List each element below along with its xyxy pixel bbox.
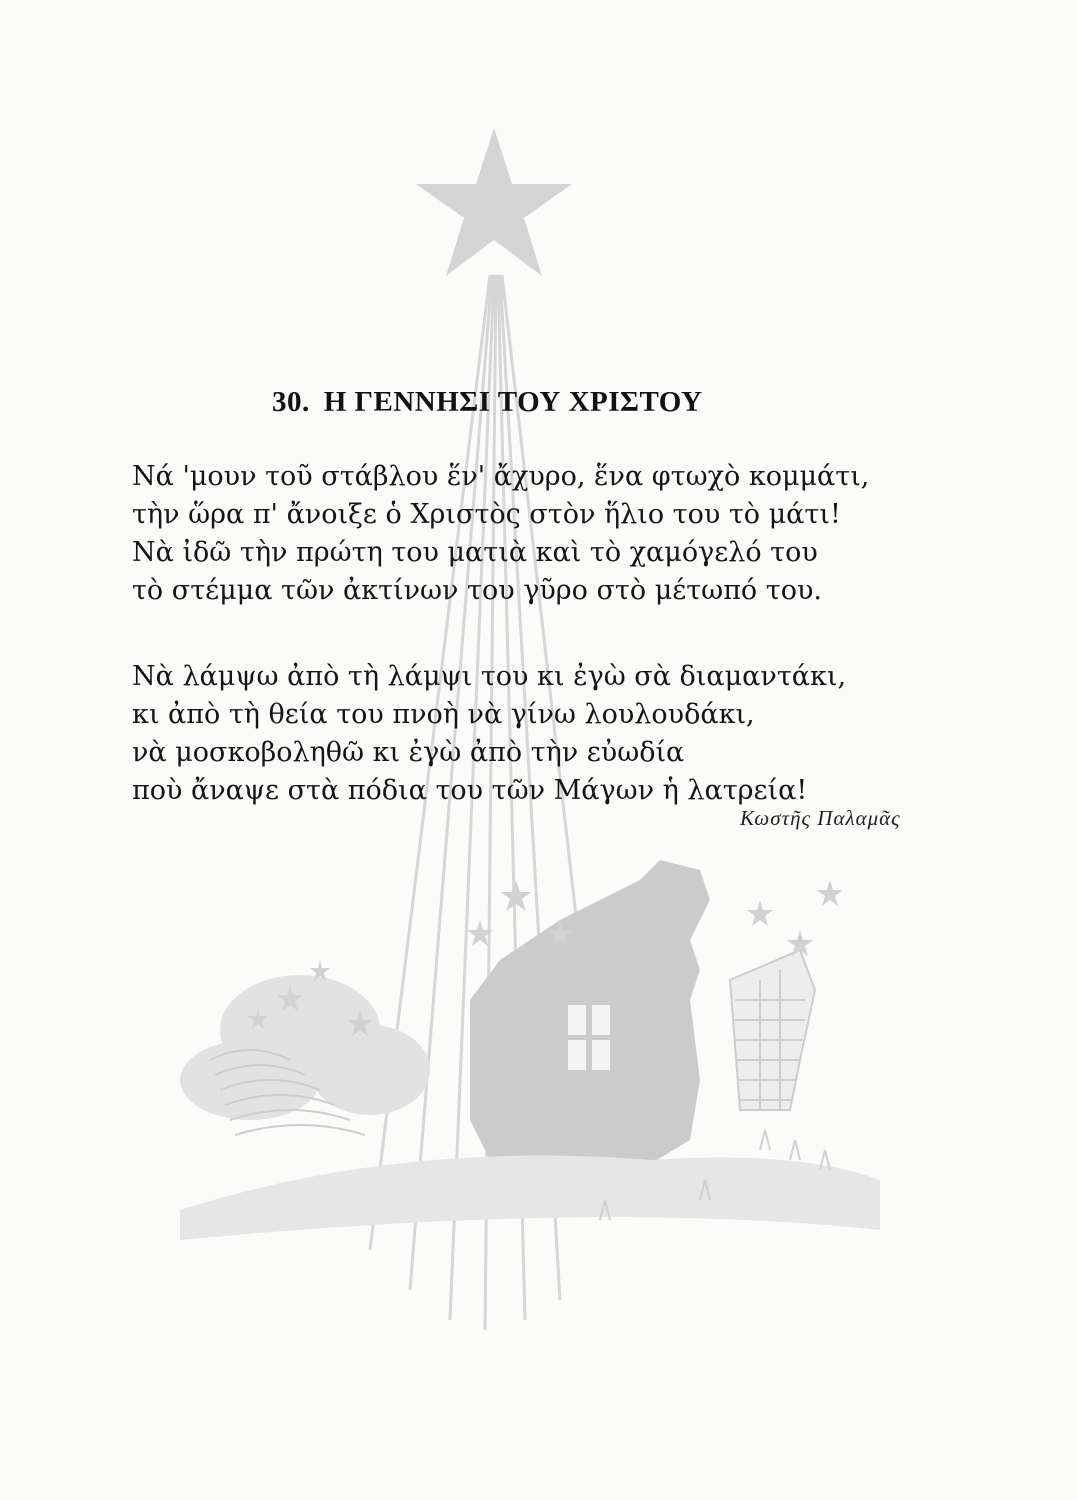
stable-house-illustration <box>470 860 710 1170</box>
ground <box>180 1156 880 1240</box>
verse-line: ποὺ ἄναψε στὰ πόδια του τῶν Μάγων ἡ λατρεία! <box>132 775 808 806</box>
author-signature: Κωστῆς Παλαμᾶς <box>740 806 901 830</box>
verse-line: κι ἀπὸ τὴ θεία του πνοὴ νὰ γίνω λουλουδάκι, <box>132 699 755 730</box>
brick-wall <box>730 950 815 1110</box>
verse-line: νὰ μοσκοβοληθῶ κι ἐγὼ ἀπὸ τὴν εὐωδία <box>132 737 685 768</box>
verse-line: τὸ στέμμα τῶν ἀκτίνων του γῦρο στὸ μέτωπό του. <box>132 575 822 606</box>
verse-line: Νά 'μουν τοῦ στάβλου ἕν' ἄχυρο, ἕνα φτωχὸ κομμάτι, <box>132 461 870 492</box>
clouds <box>180 975 430 1120</box>
poem-title-text: Η ΓΕΝΝΗΣΙ ΤΟΥ ΧΡΙΣΤΟΥ <box>323 386 703 418</box>
verse-line: τὴν ὥρα π' ἄνοιξε ὁ Χριστὸς στὸν ἥλιο του τὸ μάτι! <box>132 499 841 530</box>
verse-line: Νὰ λάμψω ἀπὸ τὴ λάμψι του κι ἐγὼ σὰ διαμαντάκι, <box>132 661 847 692</box>
poem-title <box>272 386 703 419</box>
stanza-1 <box>132 458 869 610</box>
poem-number: 30. <box>272 386 310 418</box>
star-icon <box>416 128 572 276</box>
stanza-2 <box>132 658 846 810</box>
verse-line: Νὰ ἰδῶ τὴν πρώτη του ματιὰ καὶ τὸ χαμόγελό του <box>132 537 818 568</box>
